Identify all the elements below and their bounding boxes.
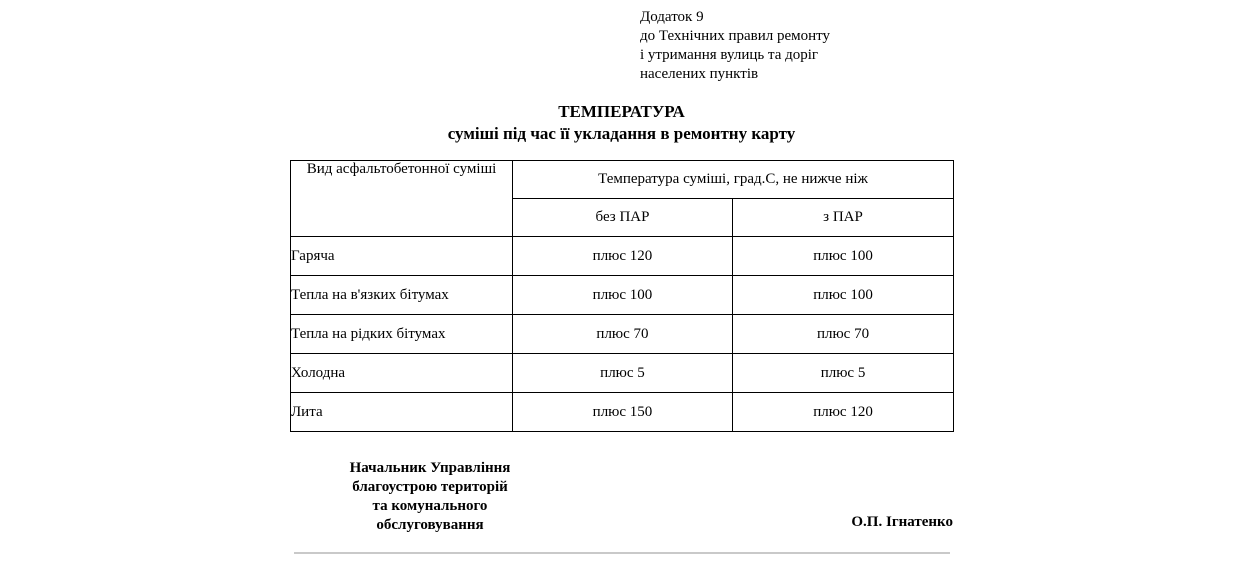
without-par-cell: плюс 150: [513, 393, 733, 432]
column-header-temperature-group: Температура суміші, град.С, не нижче ніж: [513, 161, 954, 199]
with-par-cell: плюс 70: [733, 315, 954, 354]
with-par-cell: плюс 120: [733, 393, 954, 432]
with-par-cell: плюс 100: [733, 237, 954, 276]
without-par-cell: плюс 5: [513, 354, 733, 393]
with-par-cell: плюс 5: [733, 354, 954, 393]
annotation-line: населених пунктів: [640, 66, 759, 82]
mix-type-cell: Тепла на рідких бітумах: [291, 315, 513, 354]
signatory-position-line: Начальник Управління: [349, 460, 511, 476]
column-header-mix-type: Вид асфальтобетонної суміші: [291, 161, 513, 237]
signatory-position-line: та комунального: [372, 498, 488, 514]
title-line-2: суміші під час її укладання в ремонтну карту: [447, 124, 796, 143]
mix-type-cell: Гаряча: [291, 237, 513, 276]
temperature-table: [290, 160, 954, 432]
table-row: [291, 393, 954, 432]
without-par-cell: плюс 70: [513, 315, 733, 354]
with-par-cell: плюс 100: [733, 276, 954, 315]
document-title: [290, 101, 953, 145]
table-header-row-1: [291, 161, 954, 199]
table-row: [291, 315, 954, 354]
table-row: [291, 354, 954, 393]
mix-type-cell: Лита: [291, 393, 513, 432]
without-par-cell: плюс 120: [513, 237, 733, 276]
table-row: [291, 276, 954, 315]
without-par-cell: плюс 100: [513, 276, 733, 315]
annotation-line: до Технічних правил ремонту: [640, 28, 831, 44]
signatory-position-line: обслуговування: [376, 517, 484, 533]
signatory-position-line: благоустрою територій: [352, 479, 508, 495]
title-line-1: ТЕМПЕРАТУРА: [558, 102, 685, 121]
mix-type-cell: Холодна: [291, 354, 513, 393]
appendix-annotation: [640, 8, 970, 84]
signatory-position: [328, 459, 532, 535]
annotation-line: Додаток 9: [640, 9, 704, 25]
column-header-with-par: з ПАР: [733, 199, 954, 237]
column-header-without-par: без ПАР: [513, 199, 733, 237]
bottom-divider: [294, 552, 950, 554]
annotation-line: і утримання вулиць та доріг: [640, 47, 819, 63]
table-row: [291, 237, 954, 276]
signatory-name: О.П. Ігнатенко: [851, 514, 953, 530]
mix-type-cell: Тепла на в'язких бітумах: [291, 276, 513, 315]
